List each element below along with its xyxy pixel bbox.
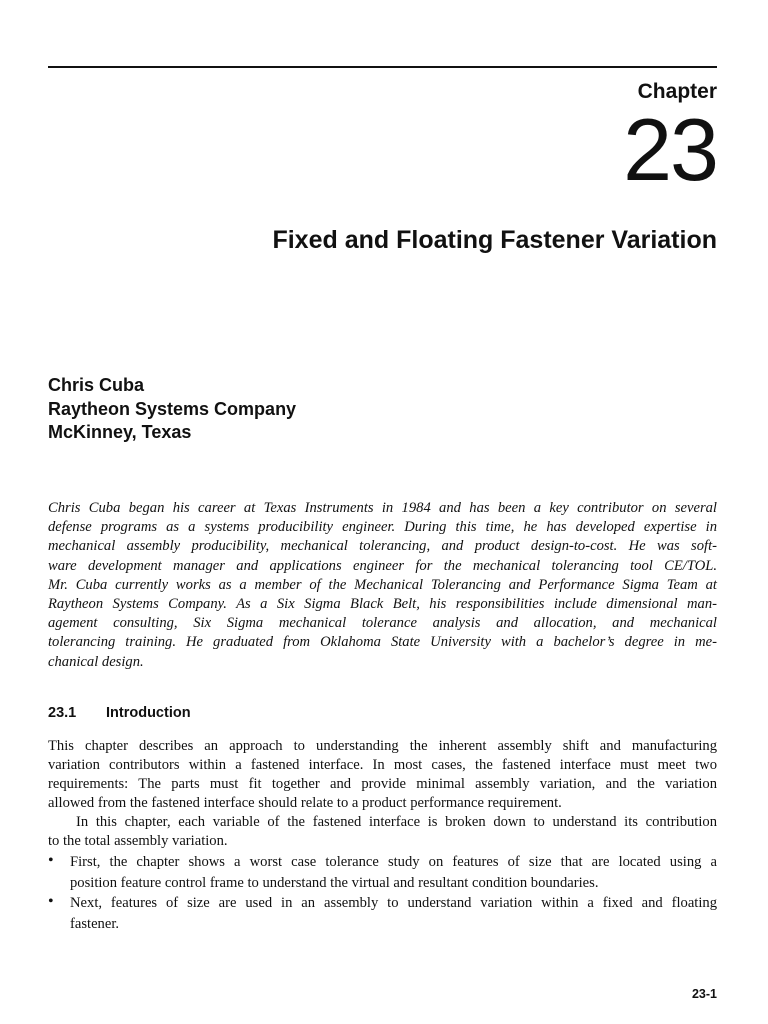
paragraph-line: requirements: The parts must fit together and provide minimal assembly variation, and the variation — [48, 776, 717, 792]
bullet-line: First, the chapter shows a worst case tolerance study on features of size that are located using a — [70, 854, 717, 870]
bio-line: ware development manager and applications engineer for the mechanical tolerancing tool CE/TOL. — [48, 557, 717, 574]
chapter-number: 23 — [623, 100, 717, 199]
bullet-line: Next, features of size are used in an assembly to understand variation within a fixed and floating — [70, 895, 717, 911]
list-item — [48, 852, 717, 893]
intro-paragraph-2 — [48, 813, 717, 851]
section-title: Introduction — [106, 705, 191, 721]
author-company: Raytheon Systems Company — [48, 398, 297, 419]
author-location: McKinney, Texas — [48, 422, 192, 442]
bio-line: agement consulting, Six Sigma mechanical tolerance analysis and allocation, and mechanical — [48, 615, 717, 632]
author-block — [48, 374, 296, 445]
bio-line: Raytheon Systems Company. As a Six Sigma Black Belt, his responsibilities include dimensional man- — [48, 596, 717, 613]
bullet-icon: • — [48, 893, 54, 910]
header-rule — [48, 66, 717, 68]
bullet-list — [48, 852, 717, 934]
chapter-title: Fixed and Floating Fastener Variation — [272, 226, 717, 254]
author-bio — [48, 499, 717, 672]
bullet-icon: • — [48, 852, 54, 869]
bio-line: mechanical assembly producibility, mechanical tolerancing, and product design-to-cost. He was soft- — [48, 538, 717, 555]
bio-line: chanical design. — [48, 653, 144, 670]
paragraph-line: In this chapter, each variable of the fastened interface is broken down to understand its contribution — [76, 814, 717, 830]
chapter-label: Chapter — [637, 80, 717, 103]
paragraph-line: variation contributors within a fastened interface. In most cases, the fastened interface must meet two — [48, 757, 717, 773]
page-number: 23-1 — [691, 987, 717, 1001]
section-heading — [48, 705, 191, 721]
bio-line: tolerancing training. He graduated from Oklahoma State University with a bachelor’s degree in me- — [48, 634, 717, 651]
section-number: 23.1 — [48, 705, 77, 721]
list-item — [48, 893, 717, 934]
paragraph-line: allowed from the fastened interface should relate to a product performance requirement. — [48, 795, 562, 811]
bio-line: defense programs as a systems producibility engineer. During this time, he has developed expertise in — [48, 519, 717, 536]
paragraph-line: to the total assembly variation. — [48, 833, 228, 849]
bio-line: Mr. Cuba currently works as a member of the Mechanical Tolerancing and Performance Sigma Team at — [48, 576, 717, 593]
author-name: Chris Cuba — [48, 375, 145, 395]
bio-line: Chris Cuba began his career at Texas Instruments in 1984 and has been a key contributor on several — [48, 500, 717, 516]
intro-paragraph-1 — [48, 737, 717, 813]
bullet-line: fastener. — [70, 915, 120, 932]
paragraph-line: This chapter describes an approach to understanding the inherent assembly shift and manufacturing — [48, 738, 717, 754]
bullet-line: position feature control frame to understand the virtual and resultant condition boundaries. — [70, 874, 599, 891]
